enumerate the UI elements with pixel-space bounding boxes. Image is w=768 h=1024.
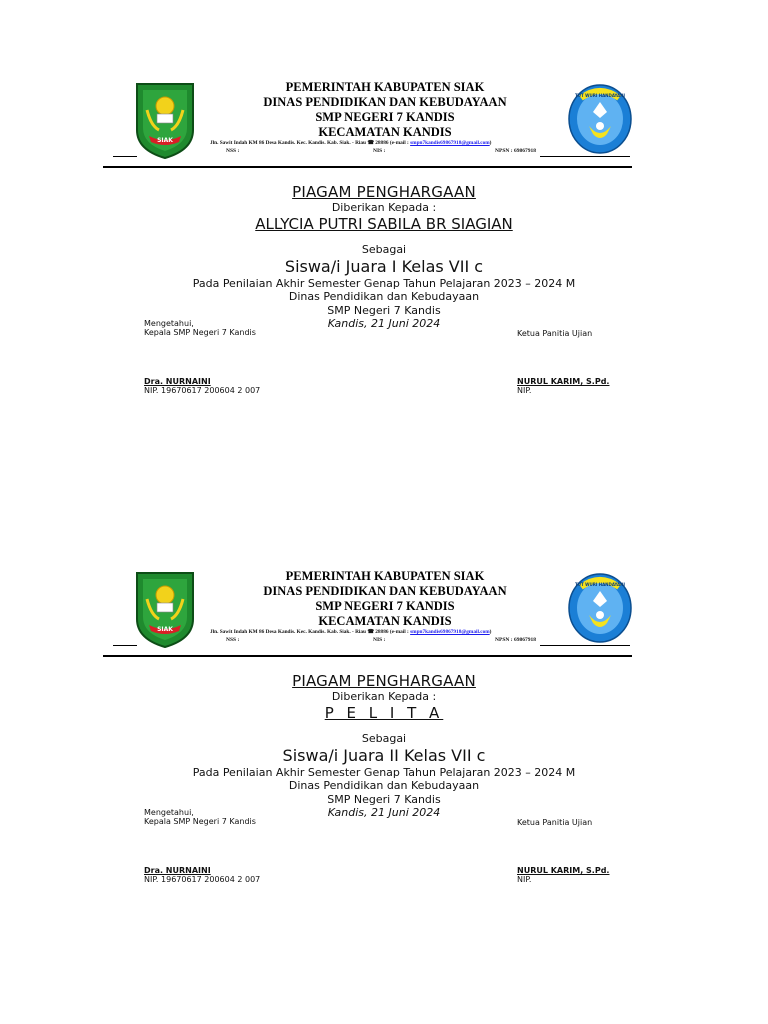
npsn-label: NPSN : 69867918 bbox=[495, 148, 536, 154]
nss-label: NSS : bbox=[226, 637, 240, 643]
npsn-label: NPSN : 69867918 bbox=[495, 637, 536, 643]
left-signatory-label-1: Mengetahui, bbox=[144, 808, 194, 817]
address-close: ) bbox=[489, 140, 492, 146]
svg-text:SIAK: SIAK bbox=[157, 137, 173, 144]
description-line-3: SMP Negeri 7 Kandis bbox=[327, 793, 441, 806]
address-phone: ☎ 28886 (e-mail : bbox=[367, 629, 409, 635]
certificate-1 bbox=[0, 0, 768, 420]
description-line-3: SMP Negeri 7 Kandis bbox=[327, 304, 441, 317]
divider bbox=[113, 156, 137, 157]
letterhead-divider bbox=[103, 655, 632, 657]
right-signatory-label: Ketua Panitia Ujian bbox=[517, 818, 593, 827]
description-line-2: Dinas Pendidikan dan Kebudayaan bbox=[288, 779, 480, 792]
school-address bbox=[210, 140, 570, 147]
right-signatory-name: NURUL KARIM, S.Pd. bbox=[517, 866, 610, 875]
letterhead-line-4: KECAMATAN KANDIS bbox=[318, 614, 452, 628]
left-signatory-name: Dra. NURNAINI bbox=[144, 377, 211, 386]
letterhead-line-3: SMP NEGERI 7 KANDIS bbox=[315, 110, 455, 124]
svg-text:SIAK: SIAK bbox=[157, 626, 173, 633]
left-signatory-nip: NIP. 19670617 200604 2 007 bbox=[144, 875, 261, 884]
letterhead-line-1: PEMERINTAH KABUPATEN SIAK bbox=[285, 80, 485, 94]
address-phone: ☎ 28886 (e-mail : bbox=[367, 140, 409, 146]
issue-date: Kandis, 21 Juni 2024 bbox=[327, 806, 441, 819]
right-signatory-label: Ketua Panitia Ujian bbox=[517, 329, 593, 338]
left-signatory-label-1: Mengetahui, bbox=[144, 319, 194, 328]
description-line-1: Pada Penilaian Akhir Semester Genap Tahun Pelajaran 2023 – 2024 M bbox=[192, 277, 576, 290]
certificate-2 bbox=[0, 489, 768, 909]
divider bbox=[540, 156, 630, 157]
as-label: Sebagai bbox=[361, 243, 407, 256]
left-signatory-label-2: Kepala SMP Negeri 7 Kandis bbox=[144, 817, 256, 826]
given-to-label: Diberikan Kepada : bbox=[331, 690, 437, 703]
description-line-1: Pada Penilaian Akhir Semester Genap Tahun Pelajaran 2023 – 2024 M bbox=[192, 766, 576, 779]
right-signatory-nip: NIP. bbox=[517, 386, 532, 395]
certificate-title: PIAGAM PENGHARGAAN bbox=[292, 183, 476, 201]
letterhead-line-2: DINAS PENDIDIKAN DAN KEBUDAYAAN bbox=[263, 95, 507, 109]
left-signatory-nip: NIP. 19670617 200604 2 007 bbox=[144, 386, 261, 395]
letterhead-line-3: SMP NEGERI 7 KANDIS bbox=[315, 599, 455, 613]
left-signatory-name: Dra. NURNAINI bbox=[144, 866, 211, 875]
nss-label: NSS : bbox=[226, 148, 240, 154]
achievement-rank: Siswa/i Juara I Kelas VII c bbox=[284, 257, 484, 276]
right-signatory-nip: NIP. bbox=[517, 875, 532, 884]
address-text: Jln. Sawit Indah KM 86 Desa Kandis. Kec. Kandis. Kab. Siak. - Riau bbox=[210, 629, 366, 635]
description-line-2: Dinas Pendidikan dan Kebudayaan bbox=[288, 290, 480, 303]
issue-date: Kandis, 21 Juni 2024 bbox=[327, 317, 441, 330]
address-text: Jln. Sawit Indah KM 86 Desa Kandis. Kec. Kandis. Kab. Siak. - Riau bbox=[210, 140, 366, 146]
divider bbox=[540, 645, 630, 646]
letterhead-line-1: PEMERINTAH KABUPATEN SIAK bbox=[285, 569, 485, 583]
address-close: ) bbox=[489, 629, 492, 635]
nis-label: NIS : bbox=[373, 637, 386, 643]
school-address bbox=[210, 629, 570, 636]
right-signatory-name: NURUL KARIM, S.Pd. bbox=[517, 377, 610, 386]
email-link[interactable]: smpn7kandis69867918@gmail.com bbox=[410, 140, 490, 146]
recipient-name: P E L I T A bbox=[324, 704, 444, 722]
letterhead-line-4: KECAMATAN KANDIS bbox=[318, 125, 452, 139]
achievement-rank: Siswa/i Juara II Kelas VII c bbox=[282, 746, 486, 765]
nis-label: NIS : bbox=[373, 148, 386, 154]
svg-text:TUT WURI HANDAYANI: TUT WURI HANDAYANI bbox=[575, 93, 625, 98]
siak-regency-emblem-icon bbox=[133, 80, 197, 160]
as-label: Sebagai bbox=[361, 732, 407, 745]
certificate-title: PIAGAM PENGHARGAAN bbox=[292, 672, 476, 690]
letterhead-line-2: DINAS PENDIDIKAN DAN KEBUDAYAAN bbox=[263, 584, 507, 598]
email-link[interactable]: smpn7kandis69867918@gmail.com bbox=[410, 629, 490, 635]
divider bbox=[113, 645, 137, 646]
left-signatory-label-2: Kepala SMP Negeri 7 Kandis bbox=[144, 328, 256, 337]
siak-regency-emblem-icon bbox=[133, 569, 197, 649]
recipient-name: ALLYCIA PUTRI SABILA BR SIAGIAN bbox=[255, 215, 513, 233]
letterhead-divider bbox=[103, 166, 632, 168]
svg-text:TUT WURI HANDAYANI: TUT WURI HANDAYANI bbox=[575, 582, 625, 587]
given-to-label: Diberikan Kepada : bbox=[331, 201, 437, 214]
